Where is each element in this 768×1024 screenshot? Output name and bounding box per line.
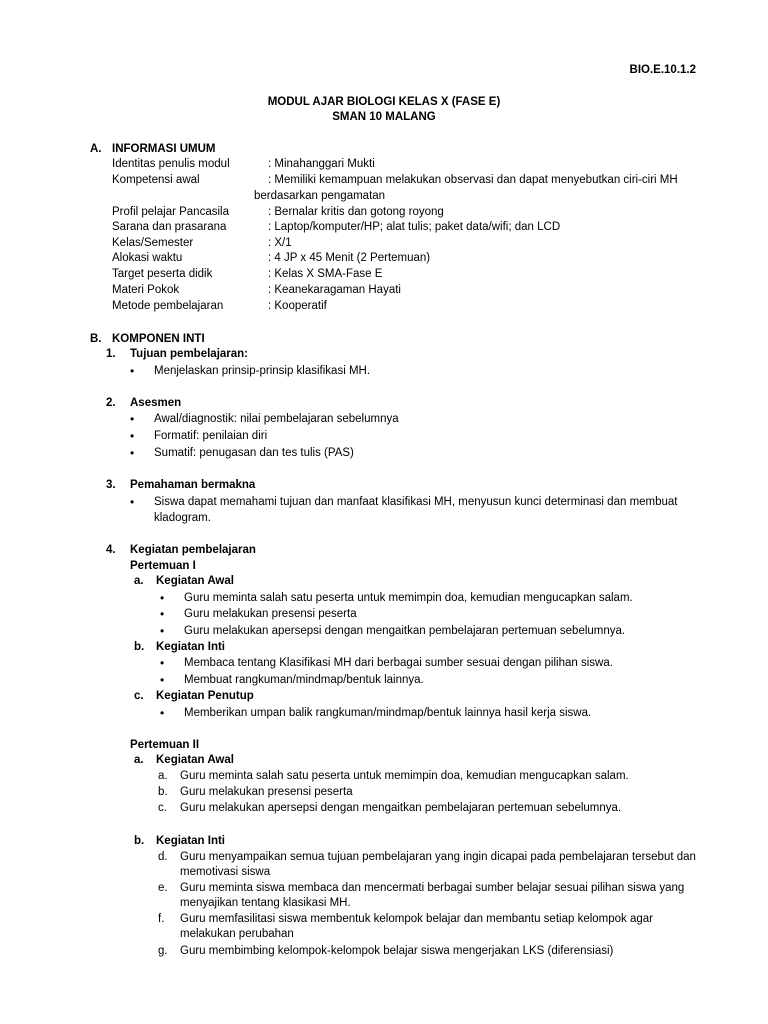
info-label: Metode pembelajaran — [112, 300, 224, 312]
list-item: • Formatif: penilaian diri — [154, 429, 267, 444]
list-item: • Guru meminta salah satu peserta untuk memimpin doa, kemudian mengucapkan salam. — [184, 591, 633, 606]
info-value: : Bernalar kritis dan gotong royong — [268, 206, 444, 218]
document-subtitle: SMAN 10 MALANG — [332, 111, 436, 123]
info-value: : Kelas X SMA-Fase E — [268, 268, 383, 280]
list-item: • Guru melakukan presensi peserta — [184, 607, 357, 622]
info-label: Target peserta didik — [112, 268, 213, 280]
list-item-cont: kladogram. — [154, 512, 211, 524]
list-item: • Membaca tentang Klasifikasi MH dari berbagai sumber sesuai dengan pilihan siswa. — [184, 656, 613, 671]
section-b-heading: KOMPONEN INTI — [112, 333, 205, 345]
part-letter: a. — [134, 575, 144, 587]
item-title: Kegiatan pembelajaran — [130, 544, 256, 556]
list-item: Guru menyampaikan semua tujuan pembelajaran yang ingin dicapai pada pembelajaran tersebut dan — [180, 851, 696, 863]
list-letter: f. — [158, 913, 165, 925]
list-letter: b. — [158, 786, 168, 798]
list-letter: g. — [158, 945, 168, 957]
info-value: : Kooperatif — [268, 300, 327, 312]
info-label: Kompetensi awal — [112, 174, 200, 186]
pertemuan-title: Pertemuan I — [130, 560, 196, 572]
item-number: 4. — [106, 544, 116, 556]
info-label: Sarana dan prasarana — [112, 221, 227, 233]
part-title: Kegiatan Inti — [156, 641, 226, 653]
list-item: • Membuat rangkuman/mindmap/bentuk lainnya. — [184, 673, 424, 688]
part-title: Kegiatan Inti — [156, 835, 226, 847]
info-value-cont: berdasarkan pengamatan — [254, 190, 386, 202]
list-item: Guru melakukan apersepsi dengan mengaitkan pembelajaran pertemuan sebelumnya. — [180, 802, 622, 814]
info-value: : 4 JP x 45 Menit (2 Pertemuan) — [268, 252, 431, 264]
list-item: • Guru melakukan apersepsi dengan mengaitkan pembelajaran pertemuan sebelumnya. — [184, 624, 625, 639]
part-title: Kegiatan Penutup — [156, 690, 254, 702]
item-number: 2. — [106, 397, 116, 409]
section-a-heading: INFORMASI UMUM — [112, 143, 216, 155]
item-title: Pemahaman bermakna — [130, 479, 256, 491]
list-letter: a. — [158, 770, 168, 782]
info-label: Materi Pokok — [112, 284, 180, 296]
info-label: Profil pelajar Pancasila — [112, 206, 229, 218]
list-item: • Memberikan umpan balik rangkuman/mindmap/bentuk lainnya hasil kerja siswa. — [184, 706, 591, 721]
section-a-letter: A. — [90, 143, 102, 155]
info-value: : Minahanggari Mukti — [268, 158, 375, 170]
info-value: : Memiliki kemampuan melakukan observasi dan dapat menyebutkan ciri-ciri MH — [268, 174, 678, 186]
item-title: Asesmen — [130, 397, 182, 409]
list-letter: d. — [158, 851, 168, 863]
info-label: Alokasi waktu — [112, 252, 183, 264]
list-letter: e. — [158, 882, 168, 894]
list-item-cont: memotivasi siswa — [180, 866, 271, 878]
info-value: : Keanekaragaman Hayati — [268, 284, 401, 296]
list-item: Guru membimbing kelompok-kelompok belajar siswa mengerjakan LKS (diferensiasi) — [180, 945, 614, 957]
list-item: Guru meminta siswa membaca dan mencermati berbagai sumber belajar sesuai pilihan siswa yang — [180, 882, 685, 894]
document-title: MODUL AJAR BIOLOGI KELAS X (FASE E) — [267, 96, 501, 108]
info-label: Kelas/Semester — [112, 237, 194, 249]
item-number: 3. — [106, 479, 116, 491]
list-item: • Sumatif: penugasan dan tes tulis (PAS) — [154, 446, 354, 461]
info-value: : X/1 — [268, 237, 292, 249]
section-b-letter: B. — [90, 333, 102, 345]
pertemuan-title: Pertemuan II — [130, 739, 200, 751]
list-letter: c. — [158, 802, 167, 814]
part-title: Kegiatan Awal — [156, 575, 234, 587]
info-label: Identitas penulis modul — [112, 158, 230, 170]
part-title: Kegiatan Awal — [156, 754, 234, 766]
list-item: • Menjelaskan prinsip-prinsip klasifikasi MH. — [154, 364, 370, 379]
list-item: • Siswa dapat memahami tujuan dan manfaat klasifikasi MH, menyusun kunci determinasi dan membuat — [154, 495, 678, 510]
item-number: 1. — [106, 348, 116, 360]
part-letter: a. — [134, 754, 144, 766]
item-title: Tujuan pembelajaran: — [130, 348, 249, 360]
info-value: : Laptop/komputer/HP; alat tulis; paket data/wifi; dan LCD — [268, 221, 561, 233]
list-item-cont: menyajikan tentang klasikasi MH. — [180, 897, 351, 909]
part-letter: b. — [134, 641, 145, 653]
part-letter: b. — [134, 835, 145, 847]
list-item: Guru memfasilitasi siswa membentuk kelompok belajar dan membantu setiap kelompok agar — [180, 913, 653, 925]
list-item: Guru melakukan presensi peserta — [180, 786, 353, 798]
part-letter: c. — [134, 690, 144, 702]
list-item: • Awal/diagnostik: nilai pembelajaran sebelumnya — [154, 412, 399, 427]
document-code: BIO.E.10.1.2 — [629, 64, 696, 76]
list-item-cont: melakukan perubahan — [180, 928, 294, 940]
list-item: Guru meminta salah satu peserta untuk memimpin doa, kemudian mengucapkan salam. — [180, 770, 629, 782]
